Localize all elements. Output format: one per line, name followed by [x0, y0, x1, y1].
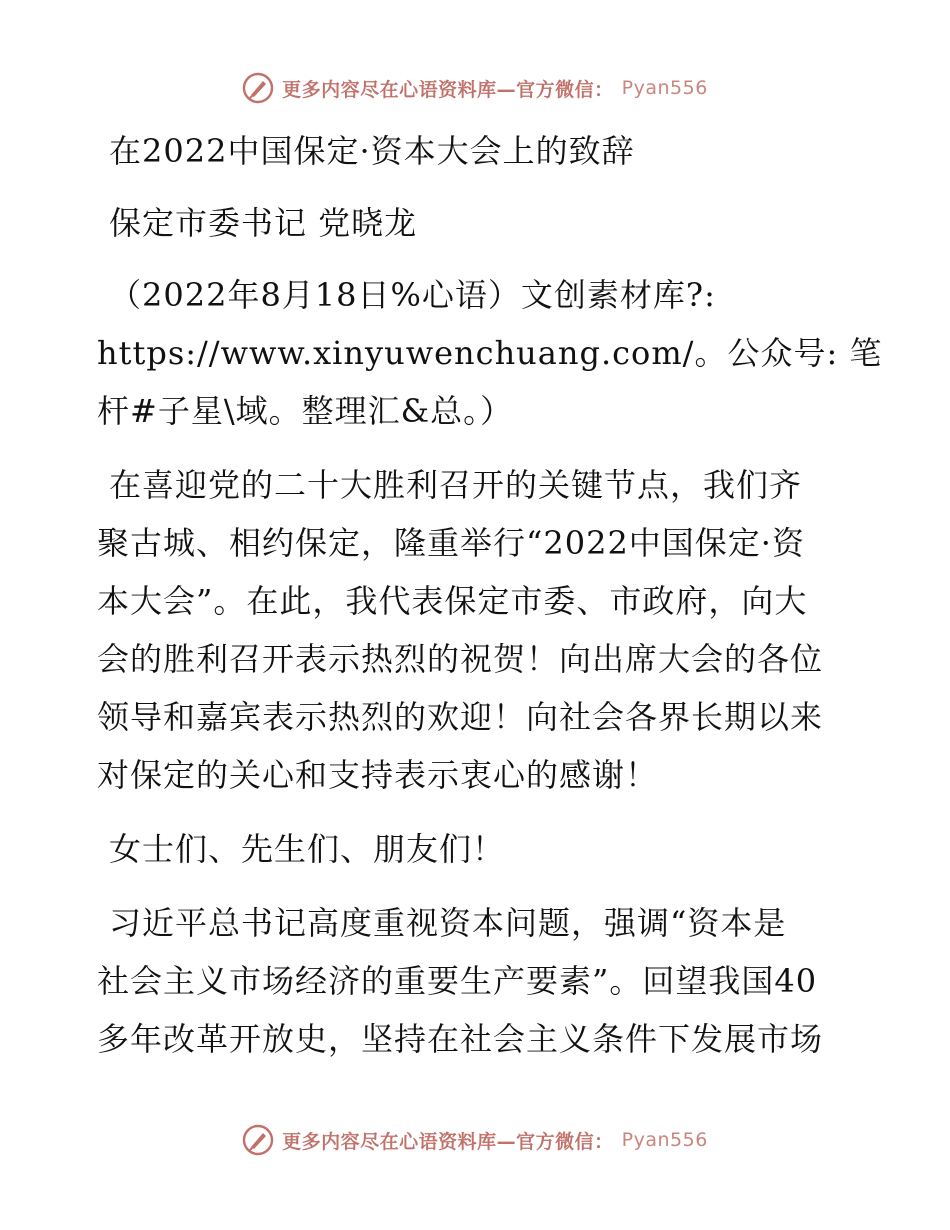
- watermark-text: 更多内容尽在心语资料库—官方微信：: [282, 78, 614, 101]
- paragraph-line: 在喜迎党的二十大胜利召开的关键节点，我们齐: [109, 466, 803, 504]
- watermark-handle: Pyan556: [621, 1129, 708, 1151]
- paragraph-line: 聚古城、相约保定，隆重举行“2022中国保定·资: [97, 524, 805, 562]
- watermark-text: 更多内容尽在心语资料库—官方微信：: [282, 1130, 614, 1153]
- source-note: [97, 266, 883, 440]
- greeting-paragraph: [97, 820, 857, 878]
- footer-watermark: [0, 1124, 950, 1156]
- document-body: [97, 122, 883, 1084]
- paragraph-line: 对保定的关心和支持表示衷心的感谢！: [97, 756, 659, 794]
- note-line: 杆#子星\域。整理汇&总。）: [97, 392, 514, 430]
- note-line: （2022年8月18日%心语）文创素材库?:: [109, 276, 716, 314]
- paragraph-line: 多年改革开放史，坚持在社会主义条件下发展市场: [97, 1020, 824, 1058]
- paragraph-capital: [97, 894, 857, 1068]
- document-title: 在2022中国保定·资本大会上的致辞: [109, 132, 635, 170]
- header-watermark: [0, 72, 950, 104]
- paragraph-line: 习近平总书记高度重视资本问题，强调“资本是: [109, 904, 787, 942]
- document-author: 保定市委书记 党晓龙: [109, 204, 418, 242]
- greeting-line: 女士们、先生们、朋友们！: [109, 830, 506, 868]
- quill-logo-icon: [242, 72, 274, 104]
- paragraph-line: 本大会”。在此，我代表保定市委、市政府，向大: [97, 582, 808, 620]
- quill-logo-icon: [242, 1124, 274, 1156]
- paragraph-line: 领导和嘉宾表示热烈的欢迎！向社会各界长期以来: [97, 698, 824, 736]
- watermark-handle: Pyan556: [621, 77, 708, 99]
- note-line: https://www.xinyuwenchuang.com/。公众号: 笔: [97, 334, 883, 372]
- paragraph-line: 社会主义市场经济的重要生产要素”。回望我国40: [97, 962, 818, 1000]
- paragraph-opening: [97, 456, 857, 804]
- paragraph-line: 会的胜利召开表示热烈的祝贺！向出席大会的各位: [97, 640, 824, 678]
